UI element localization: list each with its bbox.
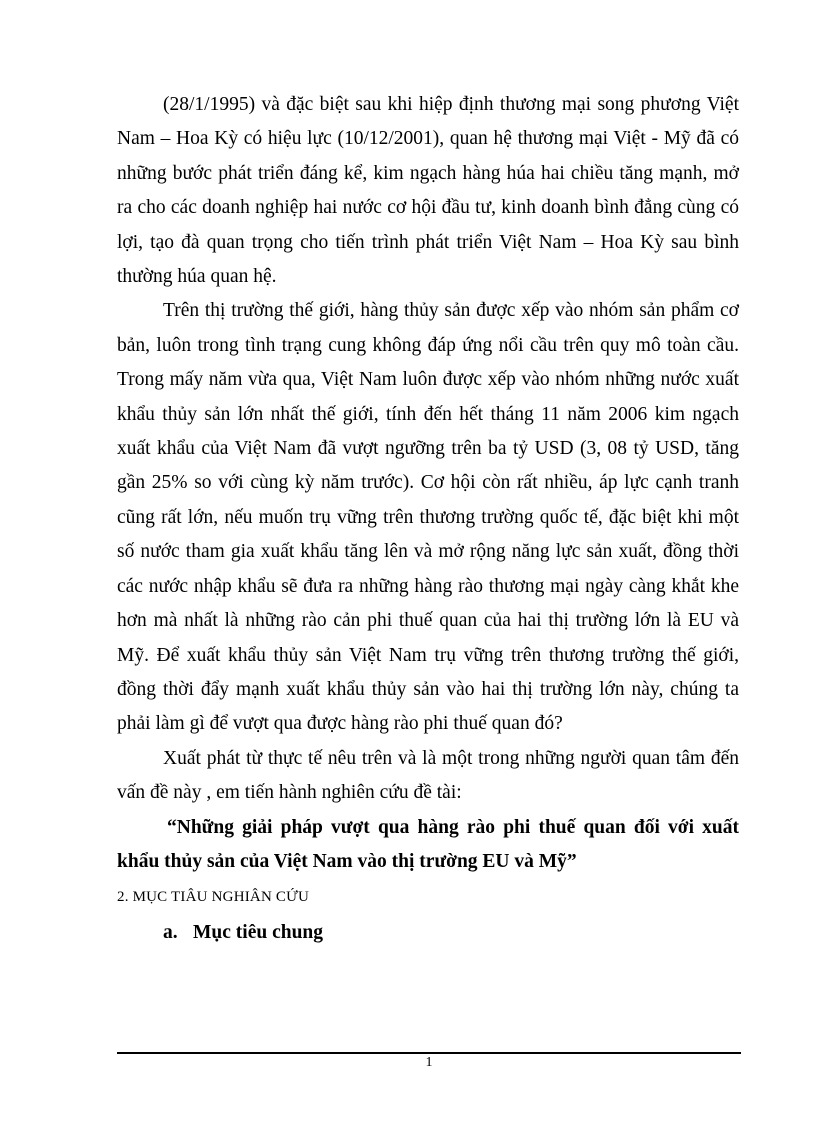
subsection-title: Mục tiêu chung xyxy=(193,921,324,943)
thesis-title: “Những giải pháp vượt qua hàng rào phi thuế quan đối với xuất khẩu thủy sản của Việt Nam vào thị trường EU và Mỹ” xyxy=(117,816,739,872)
body-paragraph: Xuất phát từ thực tế nêu trên và là một trong những người quan tâm đến vấn đề này , em tiến hành nghiên cứu đề tài: xyxy=(117,747,739,804)
body-paragraph: Trên thị trường thế giới, hàng thủy sản được xếp vào nhóm sản phẩm cơ bản, luôn trong tình trạng cung không đáp ứng nổi cầu trên quy mô toàn cầu. Trong mấy năm vừa qua, Việt Nam luôn được xếp vào nhóm những nước xuất khẩu thủy sản lớn nhất thế giới, tính đến hết tháng 11 năm 2006 kim ngạch xuất khẩu của Việt Nam đã vượt ngưỡng trên ba tỷ USD (3, 08 tỷ USD, tăng gần 25% so với cùng kỳ năm trước). Cơ hội còn rất nhiều, áp lực cạnh tranh cũng rất lớn, nếu muốn trụ vững trên thương trường quốc tế, đặc biệt khi một số nước tham gia xuất khẩu tăng lên và mở rộng năng lực sản xuất, đồng thời các nước nhập khẩu sẽ đưa ra những hàng rào thương mại ngày càng khắt khe hơn mà nhất là những rào cản phi thuế quan của hai thị trường lớn là EU và Mỹ. Để xuất khẩu thủy sản Việt Nam trụ vững trên thương trường thế giới, đồng thời đẩy mạnh xuất khẩu thủy sản vào hai thị trường lớn này, chúng ta phải làm gì để vượt qua được hàng rào phi thuế quan đó? xyxy=(117,300,739,735)
document-body xyxy=(117,88,739,951)
section-heading: 2. MỤC TIÂU NGHIÂN CỨU xyxy=(117,888,310,905)
subsection-number: a. xyxy=(163,921,178,943)
footer-rule xyxy=(117,1052,741,1054)
subsection-heading xyxy=(163,915,739,951)
page-number: 1 xyxy=(425,1055,433,1070)
body-paragraph: (28/1/1995) và đặc biệt sau khi hiệp định thương mại song phương Việt Nam – Hoa Kỳ có hiệu lực (10/12/2001), quan hệ thương mại Việt - Mỹ đã có những bước phát triển đáng kể, kim ngạch hàng húa hai chiều tăng mạnh, mở ra cho các doanh nghiệp hai nước cơ hội đầu tư, kinh doanh bình đẳng cùng có lợi, tạo đà quan trọng cho tiến trình phát triển Việt Nam – Hoa Kỳ sau bình thường húa quan hệ. xyxy=(117,94,739,288)
